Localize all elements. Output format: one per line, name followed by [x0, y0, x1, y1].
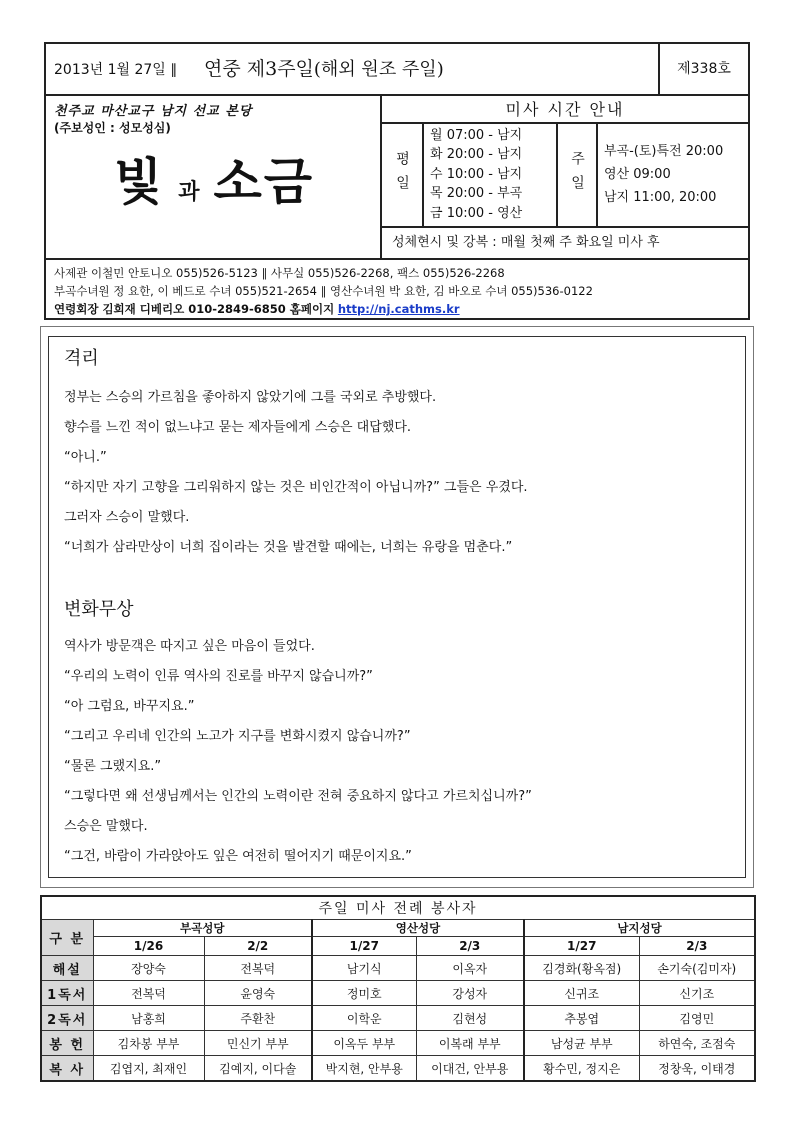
paragraph: 역사가 방문객은 따지고 싶은 마음이 들었다. — [64, 639, 315, 654]
contact-line — [54, 300, 740, 318]
date-header: 1/26 — [93, 937, 204, 956]
paragraph: “하지만 자기 고향을 그리워하지 않는 것은 비인간적이 아닙니까?” 그들은 우겼다. — [64, 480, 528, 495]
adoration-notice: 성체현시 및 강복 : 매월 첫째 주 화요일 미사 후 — [382, 226, 748, 258]
row-label: 복 사 — [41, 1056, 93, 1082]
roster-cell: 김영민 — [639, 1006, 755, 1031]
paragraph: “그리고 우리네 인간의 노고가 지구를 변화시켰지 않습니까?” — [64, 729, 411, 744]
roster-cell: 김현성 — [416, 1006, 524, 1031]
roster-cell: 전복덕 — [204, 956, 312, 981]
paragraph: 스승은 말했다. — [64, 819, 148, 834]
roster-cell: 강성자 — [416, 981, 524, 1006]
roster-cell: 추봉엽 — [524, 1006, 639, 1031]
roster-cell: 신기조 — [639, 981, 755, 1006]
roster-cell: 김엽지, 최재인 — [93, 1056, 204, 1082]
paragraph: “그렇다면 왜 선생님께서는 인간의 노력이란 전혀 중요하지 않다고 가르치십니까?” — [64, 789, 532, 804]
roster-cell: 이복래 부부 — [416, 1031, 524, 1056]
roster-cell: 하연숙, 조점숙 — [639, 1031, 755, 1056]
roster-cell: 장양숙 — [93, 956, 204, 981]
sunday-mass-item: 영산 09:00 — [604, 167, 671, 182]
homepage-link[interactable]: http://nj.cathms.kr — [337, 302, 460, 316]
roster-cell: 남홍희 — [93, 1006, 204, 1031]
section-title: 격리 — [64, 348, 99, 369]
roster-cell: 남기식 — [312, 956, 416, 981]
roster-row — [41, 1031, 755, 1056]
contact-line: 부곡수녀원 정 요한, 이 베드로 수녀 055)521-2654 ∥ 영산수녀원 박 요한, 김 바오로 수녀 055)536-0122 — [54, 284, 593, 298]
paragraph: “아 그럼요, 바꾸지요.” — [64, 699, 195, 714]
sunday-label: 주일 — [556, 124, 598, 226]
roster-cell: 정창욱, 이태경 — [639, 1056, 755, 1082]
newsletter-title-word2: 소금 — [213, 152, 315, 211]
paragraph: “우리의 노력이 인류 역사의 진로를 바꾸지 않습니까?” — [64, 669, 373, 684]
paragraph: 그러자 스승이 말했다. — [64, 510, 190, 525]
newsletter-title-conj: 과 — [178, 179, 200, 205]
roster-cell: 전복덕 — [93, 981, 204, 1006]
roster-cell: 이대건, 안부용 — [416, 1056, 524, 1082]
date-header: 2/3 — [639, 937, 755, 956]
row-label: 봉 헌 — [41, 1031, 93, 1056]
weekday-mass-item: 목 20:00 - 부곡 — [430, 186, 523, 202]
roster-table — [40, 895, 756, 1082]
sunday-subtitle: (해외 원조 주일) — [313, 59, 444, 80]
roster-cell: 황수민, 정지은 — [524, 1056, 639, 1082]
church-block — [46, 96, 382, 258]
roster-row — [41, 981, 755, 1006]
parish-header: 영산성당 — [312, 920, 524, 937]
roster-cell: 이학운 — [312, 1006, 416, 1031]
row-label: 2독서 — [41, 1006, 93, 1031]
paragraph: “너희가 삼라만상이 너희 집이라는 것을 발견할 때에는, 너희는 유랑을 멈춘다.” — [64, 540, 513, 555]
parish-header: 부곡성당 — [93, 920, 312, 937]
parish-header: 남지성당 — [524, 920, 755, 937]
paragraph: 정부는 스승의 가르침을 좋아하지 않았기에 그를 국외로 추방했다. — [64, 390, 437, 405]
roster-caption: 주일 미사 전례 봉사자 — [41, 896, 755, 920]
roster-cell: 박지현, 안부용 — [312, 1056, 416, 1082]
paragraph: 향수를 느낀 적이 없느냐고 묻는 제자들에게 스승은 대답했다. — [64, 420, 412, 435]
roster-cell: 이옥두 부부 — [312, 1031, 416, 1056]
newsletter-title — [46, 142, 382, 214]
roster-cell: 정미호 — [312, 981, 416, 1006]
row-label: 1독서 — [41, 981, 93, 1006]
liturgy-roster — [40, 895, 754, 1079]
newsletter-title-word1: 빛 — [113, 152, 165, 211]
roster-cell: 김예지, 이다솔 — [204, 1056, 312, 1082]
sunday-title-main: 연중 제3주일 — [204, 58, 314, 80]
paragraph: “그건, 바람이 가라앉아도 잎은 여전히 떨어지기 때문이지요.” — [64, 849, 412, 864]
article-frame — [40, 326, 754, 888]
sunday-mass-item: 부곡-(토)특전 20:00 — [604, 144, 724, 159]
roster-cell: 이옥자 — [416, 956, 524, 981]
sunday-mass-list — [604, 140, 723, 209]
weekday-mass-item: 금 10:00 - 영산 — [430, 205, 523, 221]
weekday-mass-item: 수 10:00 - 남지 — [430, 166, 523, 182]
sunday-title — [204, 54, 444, 81]
weekday-mass-item: 월 07:00 - 남지 — [430, 128, 523, 143]
article-body — [48, 336, 746, 878]
issue-date: 2013년 1월 27일 ∥ — [54, 62, 178, 78]
weekday-mass-item: 화 20:00 - 남지 — [430, 147, 523, 163]
title-row — [46, 44, 748, 96]
sunday-mass-item: 남지 11:00, 20:00 — [604, 190, 717, 205]
roster-cell: 김차봉 부부 — [93, 1031, 204, 1056]
newsletter-header — [44, 42, 750, 320]
issue-number: 제338호 — [658, 44, 748, 94]
date-header: 2/3 — [416, 937, 524, 956]
roster-cell: 신귀조 — [524, 981, 639, 1006]
roster-row — [41, 1006, 755, 1031]
contact-line: 사제관 이철민 안토니오 055)526-5123 ∥ 사무실 055)526-2268, 팩스 055)526-2268 — [54, 266, 505, 280]
roster-cell: 김경화(황옥점) — [524, 956, 639, 981]
date-header: 1/27 — [312, 937, 416, 956]
roster-row — [41, 956, 755, 981]
paragraph: “아니.” — [64, 450, 107, 465]
roster-cell: 윤영숙 — [204, 981, 312, 1006]
church-name: 천주교 마산교구 남지 선교 본당 — [54, 104, 253, 119]
date-header: 1/27 — [524, 937, 639, 956]
roster-cell: 남성균 부부 — [524, 1031, 639, 1056]
paragraph: “물론 그랬지요.” — [64, 759, 162, 774]
contact-line-text: 연령회장 김희재 디베리오 010-2849-6850 홈페이지 — [54, 302, 335, 316]
date-header: 2/2 — [204, 937, 312, 956]
roster-cell: 주환찬 — [204, 1006, 312, 1031]
roster-cell: 손기숙(김미자) — [639, 956, 755, 981]
row-label: 해설 — [41, 956, 93, 981]
weekday-label: 평일 — [382, 124, 424, 226]
section-title: 변화무상 — [64, 599, 134, 620]
contacts-block — [46, 258, 748, 318]
roster-row — [41, 1056, 755, 1082]
weekday-mass-list — [430, 126, 522, 223]
roster-cell: 민신기 부부 — [204, 1031, 312, 1056]
patron-saint: (주보성인 : 성모성심) — [54, 121, 171, 135]
roster-column-label: 구 분 — [41, 920, 93, 956]
mass-times-heading: 미사 시간 안내 — [382, 96, 748, 124]
